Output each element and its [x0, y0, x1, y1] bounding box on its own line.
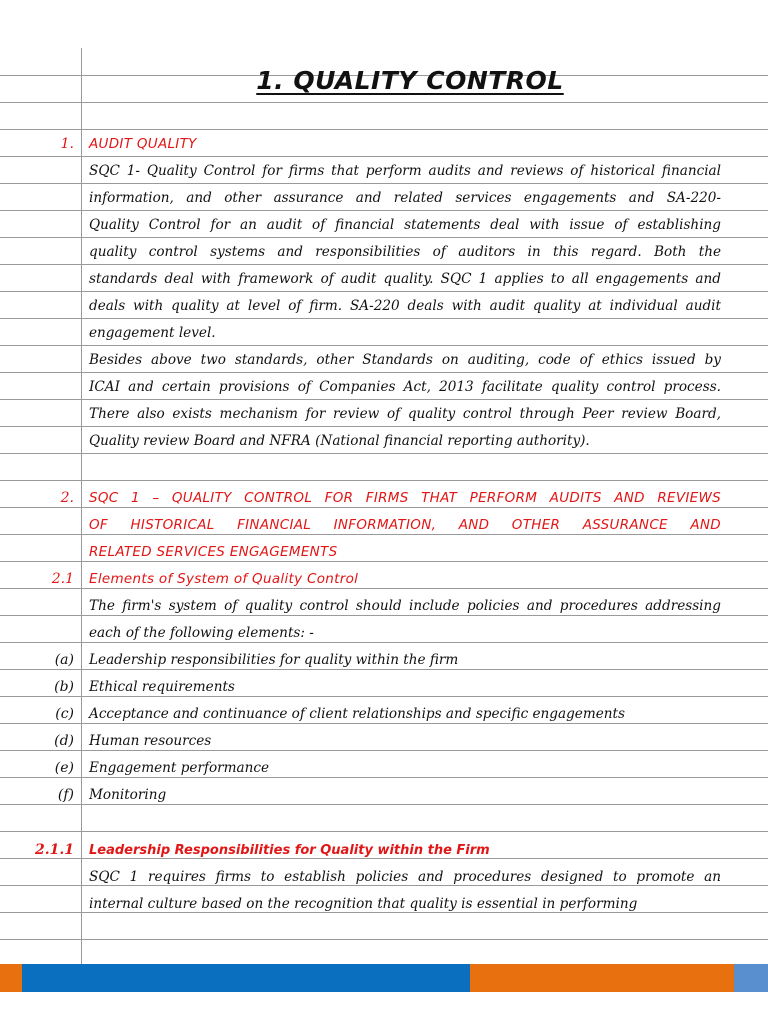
section-heading-text: SQC 1 – QUALITY CONTROL FOR FIRMS THAT PERFORM AUDITS AND REVIEWS	[89, 490, 721, 506]
paragraph-line: Quality Control for an audit of financial statements deal with issue of establishing	[89, 217, 721, 233]
list-item: Leadership responsibilities for quality within the firm	[89, 652, 459, 668]
paragraph-line: internal culture based on the recognition that quality is essential in performing	[89, 896, 638, 912]
rule-line	[0, 480, 768, 481]
footer-bar-orange	[470, 964, 734, 992]
list-item: Acceptance and continuance of client relationships and specific engagements	[89, 706, 625, 722]
paragraph-line: quality control systems and responsibilities of auditors in this regard. Both the	[89, 244, 721, 260]
paragraph-line: SQC 1 requires firms to establish policies and procedures designed to promote an	[89, 869, 721, 885]
footer-bar-light-blue	[734, 964, 768, 992]
paragraph-line: engagement level.	[89, 325, 216, 341]
section-heading	[89, 837, 721, 864]
section-heading-text: AUDIT QUALITY	[89, 136, 197, 152]
section-heading-text: OF HISTORICAL FINANCIAL INFORMATION, AND OTHER ASSURANCE AND	[89, 517, 721, 533]
margin-line	[81, 48, 82, 964]
paragraph-line: deals with quality at level of firm. SA-220 deals with audit quality at individual audit	[89, 298, 721, 314]
footer-bar-orange-left	[0, 964, 22, 992]
rule-line	[0, 831, 768, 832]
paragraph-line: Besides above two standards, other Standards on auditing, code of ethics issued by	[89, 352, 721, 368]
section-heading-text: Elements of System of Quality Control	[89, 571, 359, 587]
footer-bar-blue	[22, 964, 470, 992]
paragraph-line: ICAI and certain provisions of Companies Act, 2013 facilitate quality control process.	[89, 379, 721, 395]
list-item: Human resources	[89, 733, 212, 749]
section-number: 1.	[60, 136, 74, 152]
rule-line	[0, 939, 768, 940]
section-number: 2.	[60, 490, 74, 506]
section-heading	[89, 566, 721, 593]
list-item-label: (e)	[54, 760, 74, 776]
section-heading	[89, 131, 721, 158]
list-item-label: (a)	[54, 652, 74, 668]
list-item-label: (b)	[54, 679, 74, 695]
paragraph-line: standards deal with framework of audit quality. SQC 1 applies to all engagements and	[89, 271, 721, 287]
section-heading	[89, 539, 721, 566]
section-heading	[89, 485, 721, 512]
paragraph-line: information, and other assurance and related services engagements and SA-220-	[89, 190, 721, 206]
page-title: 1. QUALITY CONTROL	[256, 66, 564, 95]
section-number: 2.1.1	[35, 842, 74, 858]
list-item: Monitoring	[89, 787, 167, 803]
section-heading-text: Leadership Responsibilities for Quality within the Firm	[89, 843, 490, 858]
list-item-label: (f)	[57, 787, 74, 803]
section-heading	[89, 512, 721, 539]
rule-line	[0, 102, 768, 103]
paragraph-line: The firm's system of quality control should include policies and procedures addressing	[89, 598, 721, 614]
paragraph-line: Quality review Board and NFRA (National financial reporting authority).	[89, 433, 590, 449]
list-item: Engagement performance	[89, 760, 270, 776]
list-item: Ethical requirements	[89, 679, 235, 695]
paragraph-line: There also exists mechanism for review of quality control through Peer review Board,	[89, 406, 721, 422]
rule-line	[0, 129, 768, 130]
paragraph-line: each of the following elements: -	[89, 625, 314, 641]
section-number: 2.1	[51, 571, 74, 587]
section-heading-text: RELATED SERVICES ENGAGEMENTS	[89, 544, 338, 560]
paragraph-line: SQC 1- Quality Control for firms that perform audits and reviews of historical financial	[89, 163, 721, 179]
list-item-label: (d)	[54, 733, 74, 749]
list-item-label: (c)	[55, 706, 74, 722]
